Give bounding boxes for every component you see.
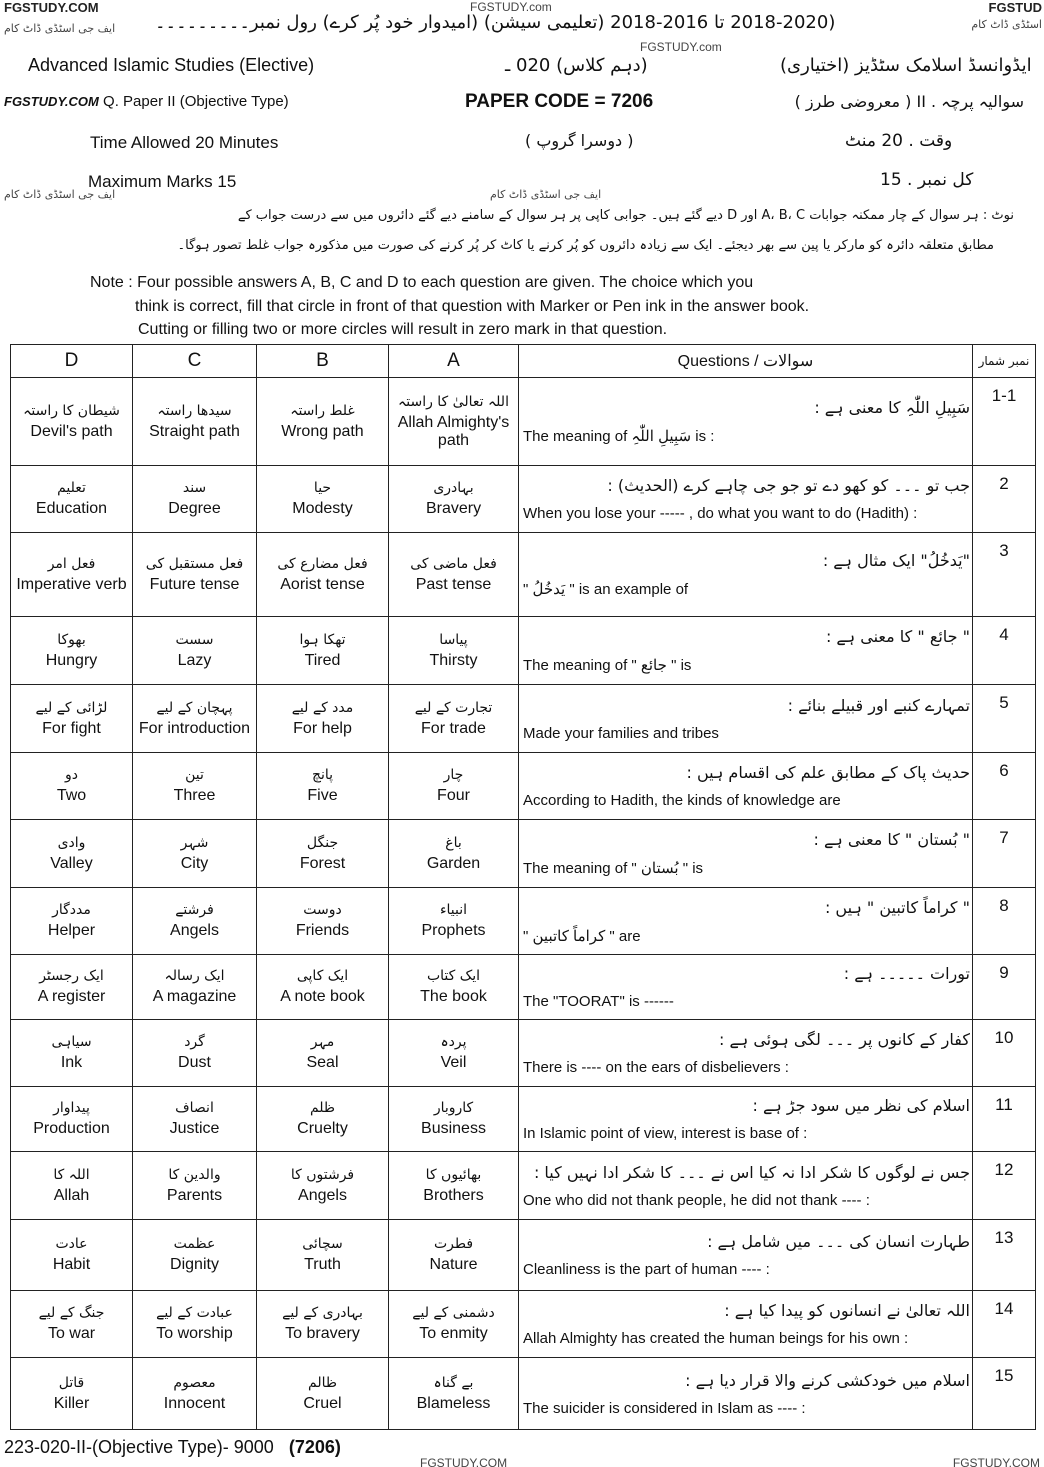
option-d-english: Education — [35, 500, 108, 517]
question-english: There is ---- on the ears of disbelievers : — [523, 1059, 789, 1076]
option-c — [133, 617, 257, 685]
question-number: 5 — [973, 685, 1036, 753]
question-urdu: تورات ۔۔۔۔۔ ہے : — [843, 964, 970, 983]
option-a — [389, 820, 519, 888]
option-a-english: Thirsty — [429, 651, 478, 669]
option-c — [133, 1020, 257, 1087]
group-label: ( دوسرا گروپ ) — [525, 131, 634, 150]
option-b-urdu: پانچ — [311, 767, 334, 783]
subject-urdu: ایڈوانسڈ اسلامک سٹڈیز (اختیاری) — [780, 55, 1032, 76]
question-cell — [519, 1020, 973, 1087]
note-urdu-line-2: مطابق متعلقہ دائرہ کو مارکر یا پین سے بھر دیجئے۔ ایک سے زیادہ دائروں کو پُر کرنے یا کاٹ کر پُر کرنے کی صورت میں مذکورہ جواب غلط تصور ہوگا۔ — [177, 238, 994, 253]
question-number: 10 — [973, 1020, 1036, 1087]
option-c-urdu: شہر — [180, 834, 209, 851]
option-a — [389, 888, 519, 955]
option-b-urdu: غلط راستہ — [290, 402, 355, 419]
option-b-english: Wrong path — [281, 422, 364, 440]
option-c — [133, 955, 257, 1020]
option-a-urdu: انبیاء — [439, 902, 468, 918]
question-urdu: اسلام میں خودکشی کرنے والا قرار دیا ہے : — [685, 1370, 970, 1390]
option-a-english: Brothers — [423, 1186, 484, 1204]
question-cell — [519, 1087, 973, 1152]
note-english-line-1: Note : Four possible answers A, B, C and D to each question are given. The choice which you — [90, 274, 754, 291]
paper-type-urdu: سوالیہ پرچہ . II ( معروضی طرز ) — [794, 92, 1024, 111]
option-c — [133, 888, 257, 955]
option-d-urdu: لڑائی کے لیے — [35, 699, 108, 716]
option-d — [11, 617, 133, 685]
question-urdu: تمہارے کنبے اور قبیلے بنائے : — [787, 695, 970, 715]
option-d-urdu: سیاہی — [51, 1034, 92, 1050]
footer-code-text: 223-020-II-(Objective Type)- 9000 — [4, 1437, 274, 1457]
option-b-english: Forest — [299, 854, 346, 872]
questions-table — [10, 344, 1036, 1430]
option-c — [133, 533, 257, 617]
column-header-number: نمبر شمار — [973, 345, 1036, 378]
question-cell — [519, 753, 973, 820]
question-english: " کراماً کاتبین " are — [523, 927, 641, 945]
option-c-english: Lazy — [177, 651, 212, 669]
option-c — [133, 1220, 257, 1291]
option-d — [11, 1291, 133, 1358]
question-number: 14 — [973, 1291, 1036, 1358]
option-b — [257, 1020, 389, 1087]
option-a — [389, 1020, 519, 1087]
footer-code — [4, 1437, 341, 1458]
option-b-urdu: دوست — [303, 902, 342, 918]
option-a-urdu: کاروبار — [433, 1100, 474, 1116]
question-cell — [519, 378, 973, 466]
question-urdu: جس نے لوگوں کا شکر ادا نہ کیا اس نے ۔۔۔ کا شکر ادا نہیں کیا : — [533, 1162, 970, 1182]
question-urdu: "یَدخُلُ" ایک مثال ہے : — [822, 551, 970, 570]
option-b-english: Truth — [304, 1256, 341, 1273]
class-code: (دہم کلاس) 020 ـ — [505, 55, 648, 76]
watermark: اسٹڈی ڈاٹ کام — [971, 18, 1042, 31]
option-b — [257, 1358, 389, 1430]
option-b-urdu: فرشتوں کا — [290, 1166, 355, 1183]
question-urdu: " بُستان " کا معنی ہے : — [813, 830, 970, 849]
option-b — [257, 378, 389, 466]
option-b-english: Cruel — [303, 1394, 342, 1412]
option-a-urdu: پردہ — [440, 1034, 467, 1050]
question-cell — [519, 685, 973, 753]
question-english: The meaning of " بُستان " is — [523, 860, 704, 877]
option-a — [389, 685, 519, 753]
option-b-urdu: بہادری کے لیے — [282, 1305, 363, 1321]
option-d-english: Habit — [52, 1256, 91, 1273]
option-d — [11, 378, 133, 466]
option-b-urdu: جنگل — [306, 834, 339, 851]
option-d-english: Devil's path — [30, 422, 113, 440]
time-urdu: وقت . 20 منٹ — [845, 131, 953, 151]
watermark: ایف جی اسٹڈی ڈاٹ کام — [490, 188, 602, 201]
watermark: FGSTUDY.COM — [4, 94, 99, 109]
option-d-urdu: مددگار — [52, 902, 91, 918]
option-a-english: Garden — [426, 854, 481, 872]
option-a-english: Bravery — [425, 500, 482, 517]
question-cell — [519, 1291, 973, 1358]
option-b — [257, 1291, 389, 1358]
table-row — [11, 1358, 1036, 1430]
option-b-urdu: مدد کے لیے — [291, 699, 354, 716]
question-english: The meaning of سَبِیلِ اللّٰہِ is : — [523, 428, 715, 445]
question-number: 4 — [973, 617, 1036, 685]
watermark: FGSTUDY.com — [640, 40, 722, 54]
table-row — [11, 378, 1036, 466]
option-d-english: Killer — [53, 1394, 90, 1412]
option-b-urdu: ظالم — [308, 1374, 337, 1391]
question-number: 12 — [973, 1152, 1036, 1220]
question-number: 11 — [973, 1087, 1036, 1152]
table-row — [11, 753, 1036, 820]
option-c-urdu: معصوم — [173, 1374, 216, 1391]
option-d-urdu: شیطان کا راستہ — [23, 402, 120, 419]
option-a-urdu: بھائیوں کا — [425, 1166, 482, 1183]
option-a-urdu: پیاسا — [439, 631, 468, 648]
question-urdu: " جائع " کا معنی ہے : — [825, 627, 970, 646]
option-a-urdu: اللہ تعالیٰ کا راستہ — [398, 393, 509, 410]
table-row — [11, 888, 1036, 955]
option-c-urdu: فرشتے — [175, 902, 214, 918]
question-cell — [519, 888, 973, 955]
table-header-row — [11, 345, 1036, 378]
option-d-english: Helper — [47, 922, 96, 939]
question-cell — [519, 1152, 973, 1220]
option-d-english: Ink — [60, 1054, 83, 1071]
option-a — [389, 466, 519, 533]
option-c-english: For introduction — [138, 719, 251, 737]
option-d-english: Valley — [50, 854, 93, 872]
footer-paper-code: (7206) — [288, 1437, 341, 1457]
option-b-english: Seal — [306, 1054, 339, 1071]
table-row — [11, 1291, 1036, 1358]
option-d-urdu: ایک رجسٹر — [39, 968, 104, 984]
option-c-english: Angels — [170, 922, 219, 939]
option-a — [389, 1152, 519, 1220]
option-b — [257, 820, 389, 888]
table-row — [11, 820, 1036, 888]
question-english: " یَدخُلُ " is an example of — [523, 581, 689, 598]
option-d — [11, 955, 133, 1020]
option-a-english: For trade — [421, 719, 486, 737]
option-a-english: Veil — [440, 1054, 467, 1071]
table-row — [11, 466, 1036, 533]
option-d — [11, 1220, 133, 1291]
option-b-english: Friends — [295, 922, 350, 939]
option-d — [11, 1358, 133, 1430]
option-b-english: For help — [293, 719, 352, 737]
question-english: One who did not thank people, he did not thank ---- : — [523, 1191, 870, 1209]
table-row — [11, 955, 1036, 1020]
option-a-urdu: دشمنی کے لیے — [412, 1305, 495, 1321]
option-c-urdu: تین — [185, 767, 204, 783]
option-c — [133, 1358, 257, 1430]
option-a — [389, 1087, 519, 1152]
option-b — [257, 955, 389, 1020]
question-cell — [519, 466, 973, 533]
option-a — [389, 955, 519, 1020]
option-d-english: For fight — [42, 719, 101, 737]
column-header-a: A — [389, 345, 519, 378]
option-b-english: Tired — [304, 651, 341, 669]
option-d — [11, 820, 133, 888]
option-b-english: Five — [307, 787, 338, 804]
option-c — [133, 685, 257, 753]
option-b-english: Modesty — [292, 500, 353, 517]
option-b-urdu: سچائی — [302, 1236, 343, 1252]
option-c — [133, 1087, 257, 1152]
watermark: ایف جی اسٹڈی ڈاٹ کام — [4, 188, 116, 201]
option-a-english: Prophets — [421, 922, 486, 939]
question-urdu: کفار کے کانوں پر ۔۔۔ لگی ہوئی ہے : — [719, 1030, 970, 1049]
option-b — [257, 1220, 389, 1291]
option-a-urdu: تجارت کے لیے — [414, 699, 493, 716]
option-a-english: Business — [421, 1120, 486, 1137]
question-cell — [519, 617, 973, 685]
question-number: 13 — [973, 1220, 1036, 1291]
option-d-english: Hungry — [45, 651, 98, 669]
question-number: 1-1 — [973, 378, 1036, 466]
option-c — [133, 378, 257, 466]
watermark: FGSTUDY.COM — [4, 0, 99, 15]
maximum-marks: Maximum Marks 15 — [88, 172, 237, 191]
option-c-english: Degree — [168, 500, 221, 517]
option-d-urdu: وادی — [57, 834, 86, 851]
table-row — [11, 533, 1036, 617]
option-b-english: Cruelty — [297, 1120, 348, 1137]
column-header-d: D — [11, 345, 133, 378]
option-b-english: A note book — [280, 988, 365, 1005]
question-urdu: حدیث پاک کے مطابق علم کی اقسام ہیں : — [686, 763, 970, 782]
option-a-english: Four — [437, 787, 470, 804]
option-a-english: The book — [420, 988, 487, 1005]
option-c-english: City — [180, 854, 209, 872]
option-d-urdu: پیداوار — [53, 1100, 90, 1116]
option-c-urdu: سیدھا راستہ — [157, 402, 232, 419]
option-a-urdu: چار — [443, 767, 464, 783]
column-header-questions: Questions / سوالات — [519, 345, 973, 378]
question-english: Cleanliness is the part of human ---- : — [523, 1261, 770, 1278]
option-b — [257, 753, 389, 820]
table-row — [11, 685, 1036, 753]
option-c-urdu: پہچان کے لیے — [156, 699, 233, 716]
option-c-english: Parents — [166, 1186, 223, 1204]
option-d-english: Production — [33, 1120, 110, 1137]
watermark: FGSTUD — [988, 0, 1042, 15]
question-english: According to Hadith, the kinds of knowledge are — [523, 792, 841, 809]
watermark: FGSTUDY.COM — [420, 1456, 508, 1467]
time-allowed: Time Allowed 20 Minutes — [90, 133, 279, 152]
table-row — [11, 1020, 1036, 1087]
option-a-english: To enmity — [419, 1325, 488, 1342]
note-english-line-3: Cutting or filling two or more circles will result in zero mark in that question. — [138, 321, 668, 338]
option-c — [133, 820, 257, 888]
option-d — [11, 466, 133, 533]
option-b — [257, 685, 389, 753]
paper-code: PAPER CODE = 7206 — [465, 91, 654, 112]
question-number: 7 — [973, 820, 1036, 888]
watermark: ایف جی اسٹڈی ڈاٹ کام — [4, 22, 116, 35]
session-line: (2018-2020 تا 2016-2018 (تعلیمی سیشن) (امیدوار خود پُر کرے) رول نمبر۔۔۔۔۔۔۔۔۔ — [155, 12, 836, 33]
option-b — [257, 533, 389, 617]
option-a-urdu: فطرت — [433, 1236, 474, 1252]
option-d-english: Imperative verb — [16, 575, 127, 593]
table-row — [11, 1087, 1036, 1152]
option-c-english: A magazine — [152, 988, 237, 1005]
option-a-english: Blameless — [416, 1394, 491, 1412]
option-c-english: Future tense — [149, 575, 240, 593]
option-b-urdu: ایک کاپی — [296, 968, 349, 984]
option-b — [257, 617, 389, 685]
option-d-english: Allah — [53, 1186, 90, 1204]
paper-type-text: Q. Paper II (Objective Type) — [103, 93, 289, 110]
option-b-english: Angels — [298, 1186, 347, 1204]
option-c-english: Straight path — [149, 422, 240, 440]
option-d-urdu: عادت — [55, 1236, 88, 1252]
option-a — [389, 1220, 519, 1291]
option-a — [389, 1358, 519, 1430]
option-c-urdu: سند — [182, 480, 207, 496]
option-a-urdu: بہادری — [433, 480, 474, 496]
watermark: FGSTUDY.com — [470, 0, 552, 14]
question-number: 9 — [973, 955, 1036, 1020]
option-d-urdu: فعل امر — [47, 555, 96, 572]
column-header-b: B — [257, 345, 389, 378]
option-d-english: A register — [37, 988, 106, 1005]
option-a-urdu: ایک کتاب — [426, 968, 481, 984]
option-a — [389, 617, 519, 685]
option-c-urdu: والدین کا — [168, 1166, 221, 1183]
marks-urdu: کل نمبر . 15 — [880, 170, 974, 190]
option-b-urdu: فعل مضارع کی — [277, 555, 368, 572]
question-urdu: جب تو ۔۔۔ کو کھو دے تو جو جی چاہے کرے (الحدیث) : — [607, 476, 970, 495]
option-c-english: Dust — [178, 1054, 211, 1071]
option-b — [257, 466, 389, 533]
question-cell — [519, 1358, 973, 1430]
note-english-line-2: think is correct, fill that circle in front of that question with Marker or Pen ink in the answer book. — [135, 298, 810, 315]
question-english: The "TOORAT" is ------ — [523, 993, 674, 1010]
table-row — [11, 617, 1036, 685]
option-d-urdu: دو — [65, 767, 78, 783]
option-c — [133, 466, 257, 533]
option-b-urdu: تھکا ہوا — [299, 631, 346, 648]
question-number: 3 — [973, 533, 1036, 617]
question-english: In Islamic point of view, interest is base of : — [523, 1125, 808, 1142]
question-number: 6 — [973, 753, 1036, 820]
option-d — [11, 753, 133, 820]
option-b — [257, 1087, 389, 1152]
option-d — [11, 888, 133, 955]
question-urdu: اللہ تعالیٰ نے انسانوں کو پیدا کیا ہے : — [724, 1301, 970, 1320]
option-d — [11, 1020, 133, 1087]
option-a-urdu: بے گناہ — [433, 1374, 474, 1391]
option-d-urdu: بھوکا — [57, 631, 86, 648]
note-urdu-line-1: نوٹ : ہر سوال کے چار ممکنہ جوابات A، B، C اور D دیے گئے ہیں۔ جوابی کاپی پر ہر سوال کے سامنے دیے گئے دائروں میں سے درست جواب کے — [237, 208, 1014, 223]
option-c-urdu: ایک رسالہ — [164, 968, 225, 984]
paper-type-english — [4, 93, 289, 110]
option-c-urdu: سست — [175, 631, 214, 648]
subject-english: Advanced Islamic Studies (Elective) — [28, 55, 315, 75]
question-number: 8 — [973, 888, 1036, 955]
question-cell — [519, 820, 973, 888]
option-d-english: To war — [47, 1325, 96, 1342]
option-c — [133, 1152, 257, 1220]
option-c-english: Dignity — [170, 1256, 219, 1273]
option-a-english: Nature — [429, 1256, 478, 1273]
watermark: FGSTUDY.COM — [952, 1456, 1040, 1467]
option-c-english: Innocent — [163, 1394, 226, 1412]
option-c-urdu: گرد — [184, 1034, 205, 1050]
option-d-urdu: اللہ کا — [53, 1166, 90, 1183]
option-d-urdu: قاتل — [58, 1374, 85, 1391]
option-c-urdu: عبادت کے لیے — [156, 1305, 233, 1321]
option-c-urdu: انصاف — [175, 1100, 214, 1116]
option-a-urdu: فعل ماضی کی — [410, 555, 497, 572]
option-d-urdu: تعلیم — [57, 480, 86, 496]
question-urdu: اسلام کی نظر میں سود جڑ ہے : — [752, 1096, 970, 1115]
option-a-urdu: باغ — [445, 834, 462, 851]
option-a-english: Allah Almighty's path — [397, 413, 510, 449]
question-cell — [519, 955, 973, 1020]
option-c-urdu: عظمت — [173, 1236, 216, 1252]
option-a — [389, 1291, 519, 1358]
question-cell — [519, 1220, 973, 1291]
option-d — [11, 685, 133, 753]
question-english: Made your families and tribes — [523, 724, 719, 742]
option-b-urdu: ظلم — [309, 1100, 336, 1116]
question-number: 2 — [973, 466, 1036, 533]
option-c-urdu: فعل مستقبل کی — [145, 555, 244, 572]
question-english: The meaning of " جائع " is — [523, 657, 692, 674]
question-english: When you lose your ----- , do what you want to do (Hadith) : — [523, 505, 918, 522]
option-b — [257, 1152, 389, 1220]
option-a — [389, 533, 519, 617]
option-c-english: Justice — [169, 1120, 220, 1137]
question-urdu: سَبِیلِ اللّٰہِ کا معنی ہے : — [814, 398, 970, 417]
option-c-english: Three — [173, 787, 216, 804]
option-b-urdu: مہر — [310, 1034, 335, 1050]
question-english: Allah Almighty has created the human beings for his own : — [523, 1330, 909, 1347]
option-c — [133, 1291, 257, 1358]
question-number: 15 — [973, 1358, 1036, 1430]
option-a — [389, 753, 519, 820]
option-a-english: Past tense — [415, 575, 492, 593]
option-c-english: To worship — [156, 1325, 233, 1342]
option-c — [133, 753, 257, 820]
column-header-c: C — [133, 345, 257, 378]
option-d — [11, 1087, 133, 1152]
option-a — [389, 378, 519, 466]
table-row — [11, 1152, 1036, 1220]
option-d — [11, 533, 133, 617]
option-d-english: Two — [56, 787, 87, 804]
question-urdu: " کراماً کاتبین " ہیں : — [824, 897, 970, 917]
table-row — [11, 1220, 1036, 1291]
question-urdu: طہارت انسان کی ۔۔۔ میں شامل ہے : — [707, 1232, 970, 1251]
option-b-urdu: حیا — [313, 480, 332, 496]
option-b-english: To bravery — [285, 1325, 360, 1342]
option-d-urdu: جنگ کے لیے — [38, 1305, 105, 1321]
option-b-english: Aorist tense — [280, 575, 365, 593]
option-d — [11, 1152, 133, 1220]
option-b — [257, 888, 389, 955]
question-english: The suicider is considered in Islam as ---- : — [523, 1399, 806, 1417]
question-cell — [519, 533, 973, 617]
